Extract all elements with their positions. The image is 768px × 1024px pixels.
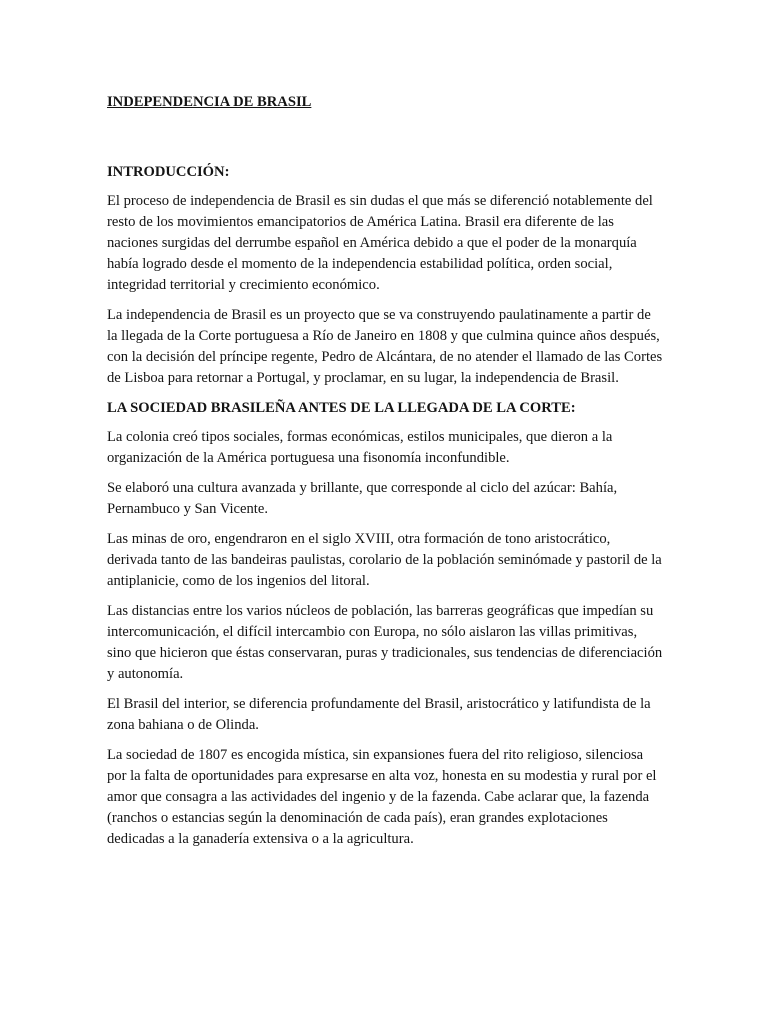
paragraph: La sociedad de 1807 es encogida mística, sin expansiones fuera del rito religioso, silenciosa por la falta de oportunidades para expresarse en alta voz, honesta en su modestia y rural por el amor que consagra a las actividades del ingenio y de la fazenda. Cabe aclarar que, la fazenda (ranchos o estancias según la denominación de cada país), eran grandes explotaciones dedicadas a la ganadería extensiva o a la agricultura. bbox=[107, 747, 657, 847]
paragraph: La independencia de Brasil es un proyecto que se va construyendo paulatinamente a partir de la llegada de la Corte portuguesa a Río de Janeiro en 1808 y que culmina quince años después, con la decisión del príncipe regente, Pedro de Alcántara, de no atender el llamado de las Cortes de Lisboa para retornar a Portugal, y proclamar, en su lugar, la independencia de Brasil. bbox=[107, 307, 663, 386]
paragraph: El proceso de independencia de Brasil es sin dudas el que más se diferenció notablemente del resto de los movimientos emancipatorios de América Latina. Brasil era diferente de las naciones surgidas del derrumbe español en América debido a que el poder de la monarquía había logrado desde el momento de la independencia estabilidad política, orden social, integridad territorial y crecimiento económico. bbox=[107, 193, 653, 293]
document-title: INDEPENDENCIA DE BRASIL bbox=[107, 94, 312, 110]
paragraph: La colonia creó tipos sociales, formas económicas, estilos municipales, que dieron a la organización de la América portuguesa una fisonomía inconfundible. bbox=[107, 429, 613, 466]
paragraph: Se elaboró una cultura avanzada y brillante, que corresponde al ciclo del azúcar: Bahía, Pernambuco y San Vicente. bbox=[107, 480, 618, 517]
paragraph: Las minas de oro, engendraron en el siglo XVIII, otra formación de tono aristocrático, derivada tanto de las bandeiras paulistas, corolario de la población seminómade y pastoril de la antiplanicie, como de los ingenios del litoral. bbox=[107, 531, 662, 589]
document-page bbox=[107, 92, 663, 859]
paragraph: El Brasil del interior, se diferencia profundamente del Brasil, aristocrático y latifundista de la zona bahiana o de Olinda. bbox=[107, 696, 651, 733]
section-heading-introduccion: INTRODUCCIÓN: bbox=[107, 164, 230, 180]
section-heading-sociedad-brasilena: LA SOCIEDAD BRASILEÑA ANTES DE LA LLEGADA DE LA CORTE: bbox=[107, 400, 576, 416]
paragraph: Las distancias entre los varios núcleos de población, las barreras geográficas que impedían su intercomunicación, el difícil intercambio con Europa, no sólo aislaron las villas primitivas, sino que hicieron que éstas conservaran, puras y tradicionales, sus tendencias de diferenciación y autonomía. bbox=[107, 603, 663, 682]
